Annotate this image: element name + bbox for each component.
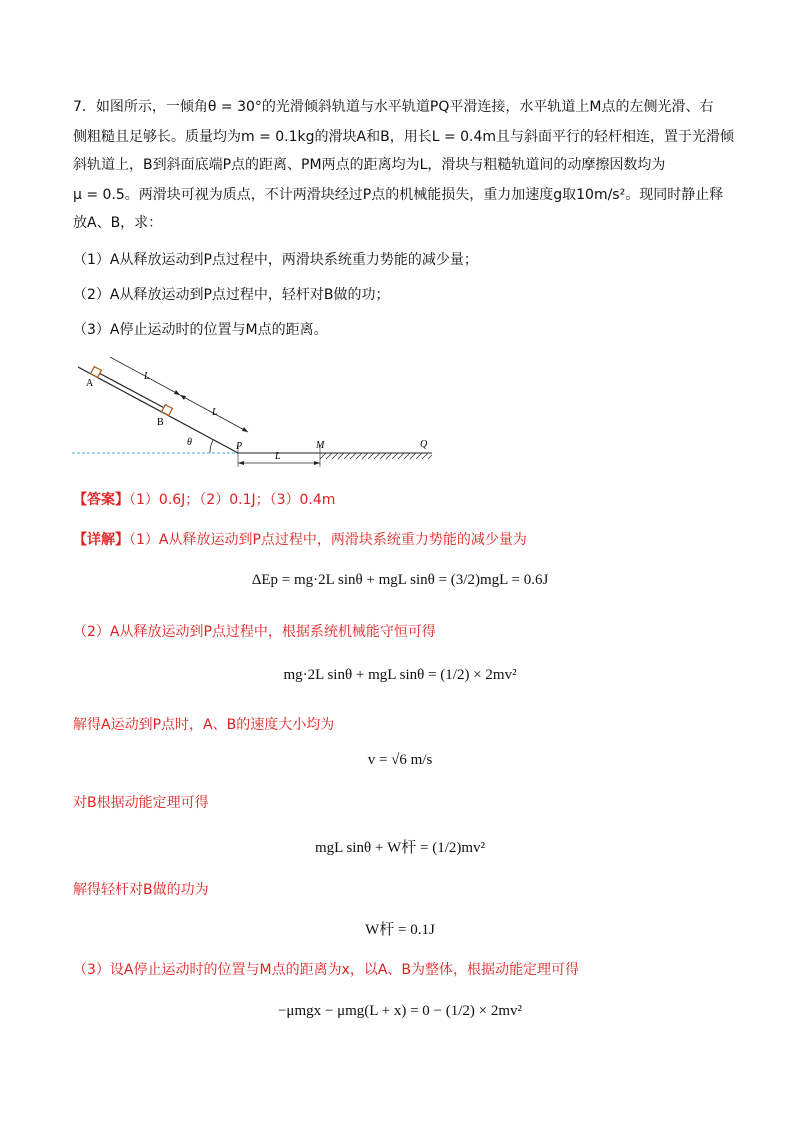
answer-text: （1）0.6J；（2）0.1J；（3）0.4m bbox=[129, 492, 336, 508]
question-line-3: 斜轨道上，B到斜面底端P点的距离、PM两点的距离均为L，滑块与粗糙轨道间的动摩擦因数均为 bbox=[73, 157, 666, 173]
equation-6: −μmgx − μmg(L + x) = 0 − (1/2) × 2mv² bbox=[277, 1003, 523, 1019]
question-part-2: （2）A从释放运动到P点过程中，轻杆对B做的功； bbox=[73, 287, 390, 303]
question-part-1: （1）A从释放运动到P点过程中，两滑块系统重力势能的减少量； bbox=[73, 252, 478, 268]
equation-1: ΔEp = mg·2L sinθ + mgL sinθ = (3/2)mgL = 0.6J bbox=[251, 572, 549, 588]
pm-arrow-right bbox=[314, 461, 320, 465]
label-l-upper: L bbox=[144, 371, 150, 382]
equation-3: v = √6 m/s bbox=[367, 752, 433, 768]
rough-surface-hatch bbox=[320, 453, 432, 459]
block-b bbox=[162, 405, 173, 416]
label-a: A bbox=[86, 378, 94, 389]
light-rod bbox=[99, 373, 170, 411]
solution-line-1 bbox=[73, 530, 527, 550]
label-b: B bbox=[157, 417, 164, 428]
solution-intro-2: （2）A从释放运动到P点过程中，根据系统机械能守恒可得 bbox=[73, 624, 436, 640]
dimension-arrow bbox=[180, 395, 186, 400]
dimension-arrow bbox=[242, 427, 248, 432]
incline-diagram bbox=[70, 355, 440, 470]
block-a bbox=[91, 367, 102, 378]
answer-label: 【答案】 bbox=[73, 492, 129, 508]
equation-4: mgL sinθ + W杆 = (1/2)mv² bbox=[314, 840, 486, 856]
theta-arc bbox=[210, 440, 213, 453]
solution-intro-4: 对B根据动能定理可得 bbox=[73, 795, 209, 811]
equation-5: W杆 = 0.1J bbox=[365, 922, 435, 938]
solution-label: 【详解】 bbox=[73, 532, 129, 548]
question-line-2: 侧粗糙且足够长。质量均为m = 0.1kg的滑块A和B，用长L = 0.4m且与斜面平行的轻杆相连，置于光滑倾 bbox=[73, 129, 735, 145]
question-line-5: 放A、B，求： bbox=[73, 215, 163, 231]
label-l-lower: L bbox=[212, 407, 218, 418]
label-theta: θ bbox=[187, 437, 192, 448]
equation-2: mg·2L sinθ + mgL sinθ = (1/2) × 2mv² bbox=[283, 667, 517, 683]
question-line-1: 7．如图所示，一倾角θ = 30°的光滑倾斜轨道与水平轨道PQ平滑连接，水平轨道上M点的左侧光滑、右 bbox=[73, 99, 714, 115]
solution-intro-1: （1）A从释放运动到P点过程中，两滑块系统重力势能的减少量为 bbox=[129, 532, 527, 548]
dimension-arrow bbox=[174, 390, 180, 395]
label-q: Q bbox=[420, 439, 428, 450]
answer-line bbox=[73, 490, 335, 510]
label-p: P bbox=[236, 441, 243, 452]
question-part-3: （3）A停止运动时的位置与M点的距离。 bbox=[73, 322, 328, 338]
solution-intro-3: 解得A运动到P点时，A、B的速度大小均为 bbox=[73, 717, 335, 733]
pm-arrow-left bbox=[238, 461, 244, 465]
label-m: M bbox=[316, 440, 325, 451]
solution-intro-6: （3）设A停止运动时的位置与M点的距离为x，以A、B为整体，根据动能定理可得 bbox=[73, 962, 580, 978]
label-l-horizontal: L bbox=[275, 451, 281, 462]
solution-intro-5: 解得轻杆对B做的功为 bbox=[73, 882, 209, 898]
question-line-4: μ = 0.5。两滑块可视为质点，不计两滑块经过P点的机械能损失，重力加速度g取10m/s²。现同时静止释 bbox=[73, 187, 724, 203]
